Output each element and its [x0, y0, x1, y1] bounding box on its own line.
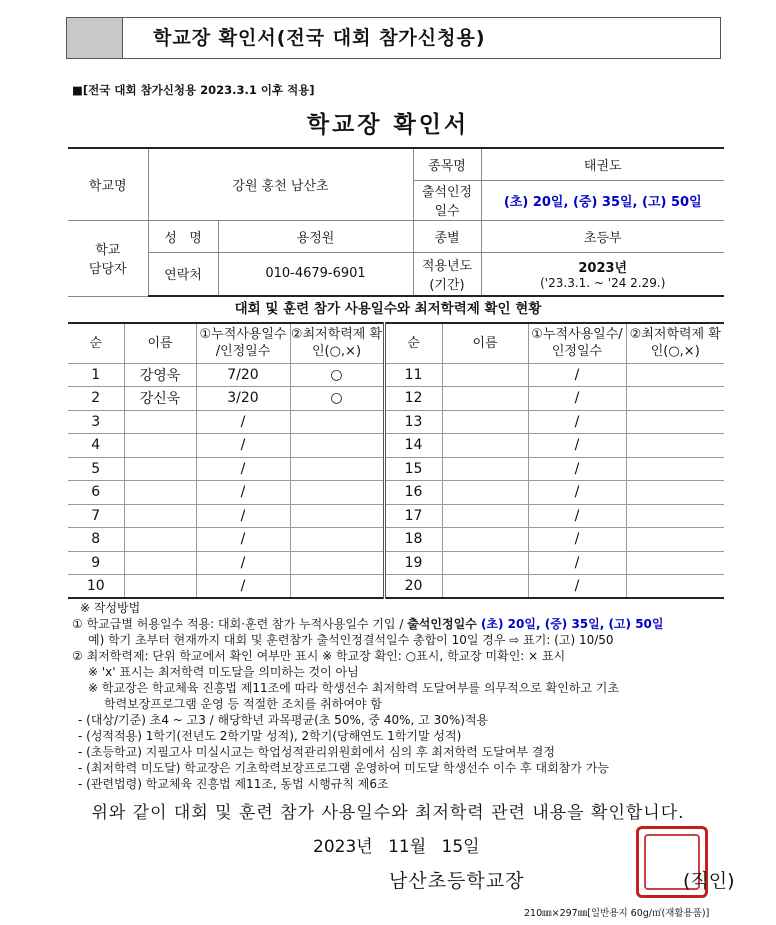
- row-left-no: 4: [68, 434, 124, 458]
- period-label: 적용년도 (기간): [413, 252, 481, 296]
- row-left-name: [124, 551, 196, 575]
- row-left-check: [290, 457, 384, 481]
- row-left-check: ○: [290, 387, 384, 411]
- row-right-no: 19: [384, 551, 442, 575]
- row-right-no: 20: [384, 575, 442, 599]
- row-right-days: /: [528, 504, 626, 528]
- row-right-check: [626, 410, 724, 434]
- table-row: [68, 410, 724, 434]
- row-left-days: /: [196, 410, 290, 434]
- row-right-days: /: [528, 434, 626, 458]
- row-right-days: /: [528, 551, 626, 575]
- row-left-check: ○: [290, 363, 384, 387]
- info-table: [68, 147, 724, 297]
- type-value: 초등부: [481, 220, 724, 252]
- row-left-name: 강영욱: [124, 363, 196, 387]
- row-left-days: /: [196, 528, 290, 552]
- row-left-days: /: [196, 504, 290, 528]
- row-left-no: 5: [68, 457, 124, 481]
- instr-item1-example: 예) 학기 초부터 현재까지 대회 및 훈련참가 출석인정결석일수 총합이 10일 경우 ⇨ 표기: (고) 10/50: [88, 633, 614, 647]
- instr-item1-bold: 출석인정일수: [407, 617, 481, 631]
- row-left-check: [290, 551, 384, 575]
- row-left-days: 3/20: [196, 387, 290, 411]
- row-right-check: [626, 387, 724, 411]
- row-right-check: [626, 575, 724, 599]
- attendance-value: (초) 20일, (중) 35일, (고) 50일: [481, 180, 724, 220]
- row-left-no: 2: [68, 387, 124, 411]
- instr-heading: ※ 작성방법: [80, 601, 141, 615]
- instr-bullet3: - (초등학교) 지필고사 미실시교는 학업성적관리위원회에서 심의 후 최저학력 도달여부 결정: [78, 745, 555, 759]
- row-left-name: [124, 481, 196, 505]
- table-row: [68, 434, 724, 458]
- col-name-header: 이름: [124, 323, 196, 363]
- attendance-label: 출석인정 일수: [413, 180, 481, 220]
- row-right-days: /: [528, 387, 626, 411]
- row-left-check: [290, 410, 384, 434]
- row-right-check: [626, 504, 724, 528]
- row-right-name: [442, 551, 528, 575]
- header-title: 학교장 확인서(전국 대회 참가신청용): [153, 27, 486, 49]
- school-label: 학교명: [68, 148, 148, 220]
- paper-spec-footer: 210㎜×297㎜[일반용지 60g/㎡(재활용품)]: [524, 908, 710, 919]
- row-left-name: 강신욱: [124, 387, 196, 411]
- row-left-no: 3: [68, 410, 124, 434]
- register-header-row: [68, 323, 724, 363]
- instr-item2-note2b: 학력보장프로그램 운영 등 적절한 조치를 취하여야 함: [104, 697, 382, 711]
- period-range: ('23.3.1. ~ '24 2.29.): [540, 276, 666, 291]
- row-right-name: [442, 575, 528, 599]
- row-right-no: 18: [384, 528, 442, 552]
- row-left-days: /: [196, 481, 290, 505]
- col-check-header: ②최저학력제 확인(○,×): [290, 323, 384, 363]
- register-table: [68, 322, 724, 599]
- form-header: [66, 17, 721, 59]
- row-right-days: /: [528, 410, 626, 434]
- row-left-check: [290, 575, 384, 599]
- col-no-header: 순: [68, 323, 124, 363]
- row-right-check: [626, 434, 724, 458]
- row-right-days: /: [528, 528, 626, 552]
- col-name-header-right: 이름: [442, 323, 528, 363]
- header-gray-tab: [67, 18, 123, 58]
- type-label: 종별: [413, 220, 481, 252]
- row-right-days: /: [528, 575, 626, 599]
- principal-title: 남산초등학교장: [389, 870, 525, 892]
- row-left-days: /: [196, 457, 290, 481]
- row-right-name: [442, 363, 528, 387]
- row-left-days: /: [196, 434, 290, 458]
- table-row: [68, 504, 724, 528]
- row-right-name: [442, 410, 528, 434]
- row-right-days: /: [528, 363, 626, 387]
- row-left-check: [290, 434, 384, 458]
- row-right-no: 17: [384, 504, 442, 528]
- row-right-no: 16: [384, 481, 442, 505]
- row-left-no: 10: [68, 575, 124, 599]
- issue-date: 2023년 11월 15일: [313, 837, 480, 857]
- instr-bullet5: - (관련법령) 학교체육 진흥법 제11조, 동법 시행규칙 제6조: [78, 777, 389, 791]
- table-row: [68, 528, 724, 552]
- row-right-name: [442, 481, 528, 505]
- confirmation-text: 위와 같이 대회 및 훈련 참가 사용일수와 최저학력 관련 내용을 확인합니다.: [91, 803, 685, 823]
- table-row: [68, 387, 724, 411]
- instr-item1-prefix: ① 학교급별 허용일수 적용: 대회·훈련 참가 누적사용일수 기입 /: [72, 617, 408, 631]
- row-left-no: 8: [68, 528, 124, 552]
- table-row: [68, 363, 724, 387]
- row-right-name: [442, 528, 528, 552]
- contact-value: 010-4679-6901: [218, 252, 413, 296]
- instr-bullet1: - (대상/기준) 초4 ~ 고3 / 해당학년 과목평균(초 50%, 중 40%, 고 30%)적용: [78, 713, 489, 727]
- applicability-note: ■[전국 대회 참가신청용 2023.3.1 이후 적용]: [72, 83, 315, 97]
- instr-item2: ② 최저학력제: 단위 학교에서 확인 여부만 표시 ※ 학교장 확인: ○표시, 학교장 미확인: × 표시: [72, 649, 566, 663]
- row-right-no: 14: [384, 434, 442, 458]
- col-days-header-right: ①누적사용일수/ 인정일수: [528, 323, 626, 363]
- row-left-days: /: [196, 575, 290, 599]
- row-right-no: 13: [384, 410, 442, 434]
- instr-item2-note1: ※ 'x' 표시는 최저학력 미도달을 의미하는 것이 아님: [88, 665, 359, 679]
- row-right-check: [626, 457, 724, 481]
- sport-value: 태권도: [481, 148, 724, 180]
- instructions: [72, 600, 752, 792]
- row-right-no: 11: [384, 363, 442, 387]
- row-left-check: [290, 481, 384, 505]
- row-right-name: [442, 387, 528, 411]
- row-right-days: /: [528, 481, 626, 505]
- section-title: 대회 및 훈련 참가 사용일수와 최저학력제 확인 현황: [234, 301, 542, 317]
- school-value: 강원 홍천 남산초: [148, 148, 413, 220]
- table-row: [68, 575, 724, 599]
- row-left-name: [124, 504, 196, 528]
- period-year: 2023년: [578, 261, 628, 277]
- row-right-name: [442, 504, 528, 528]
- row-left-name: [124, 434, 196, 458]
- sport-label: 종목명: [413, 148, 481, 180]
- row-right-no: 12: [384, 387, 442, 411]
- row-left-name: [124, 410, 196, 434]
- manager-label: 학교 담당자: [68, 220, 148, 296]
- table-row: [68, 481, 724, 505]
- row-left-check: [290, 528, 384, 552]
- table-row: [68, 457, 724, 481]
- col-check-header-right: ②최저학력제 확인(○,×): [626, 323, 724, 363]
- instr-item2-note2a: ※ 학교장은 학교체육 진흥법 제11조에 따라 학생선수 최저학력 도달여부를 의무적으로 확인하고 기초: [88, 681, 619, 695]
- instr-item1: [72, 616, 752, 632]
- col-days-header: ①누적사용일수 /인정일수: [196, 323, 290, 363]
- stamp-label: (직인): [683, 870, 735, 892]
- period-cell: [481, 252, 724, 296]
- row-right-name: [442, 434, 528, 458]
- row-left-name: [124, 457, 196, 481]
- row-left-no: 6: [68, 481, 124, 505]
- row-right-check: [626, 528, 724, 552]
- instr-bullet2: - (성적적용) 1학기(전년도 2학기말 성적), 2학기(당해연도 1학기말 성적): [78, 729, 462, 743]
- row-right-name: [442, 457, 528, 481]
- instr-bullet4: - (최저학력 미도달) 학교장은 기초학력보장프로그램 운영하여 미도달 학생선수 이수 후 대회참가 가능: [78, 761, 609, 775]
- page-title: 학교장 확인서: [306, 112, 470, 138]
- row-right-days: /: [528, 457, 626, 481]
- row-left-name: [124, 528, 196, 552]
- row-left-check: [290, 504, 384, 528]
- row-right-check: [626, 363, 724, 387]
- row-right-check: [626, 551, 724, 575]
- table-row: [68, 551, 724, 575]
- row-left-no: 1: [68, 363, 124, 387]
- row-left-days: 7/20: [196, 363, 290, 387]
- row-right-check: [626, 481, 724, 505]
- name-value: 용정원: [218, 220, 413, 252]
- row-right-no: 15: [384, 457, 442, 481]
- name-label: 성 명: [148, 220, 218, 252]
- instr-item1-blue: (초) 20일, (중) 35일, (고) 50일: [480, 617, 664, 631]
- col-no-header-right: 순: [384, 323, 442, 363]
- row-left-no: 7: [68, 504, 124, 528]
- row-left-days: /: [196, 551, 290, 575]
- contact-label: 연락처: [148, 252, 218, 296]
- row-left-name: [124, 575, 196, 599]
- row-left-no: 9: [68, 551, 124, 575]
